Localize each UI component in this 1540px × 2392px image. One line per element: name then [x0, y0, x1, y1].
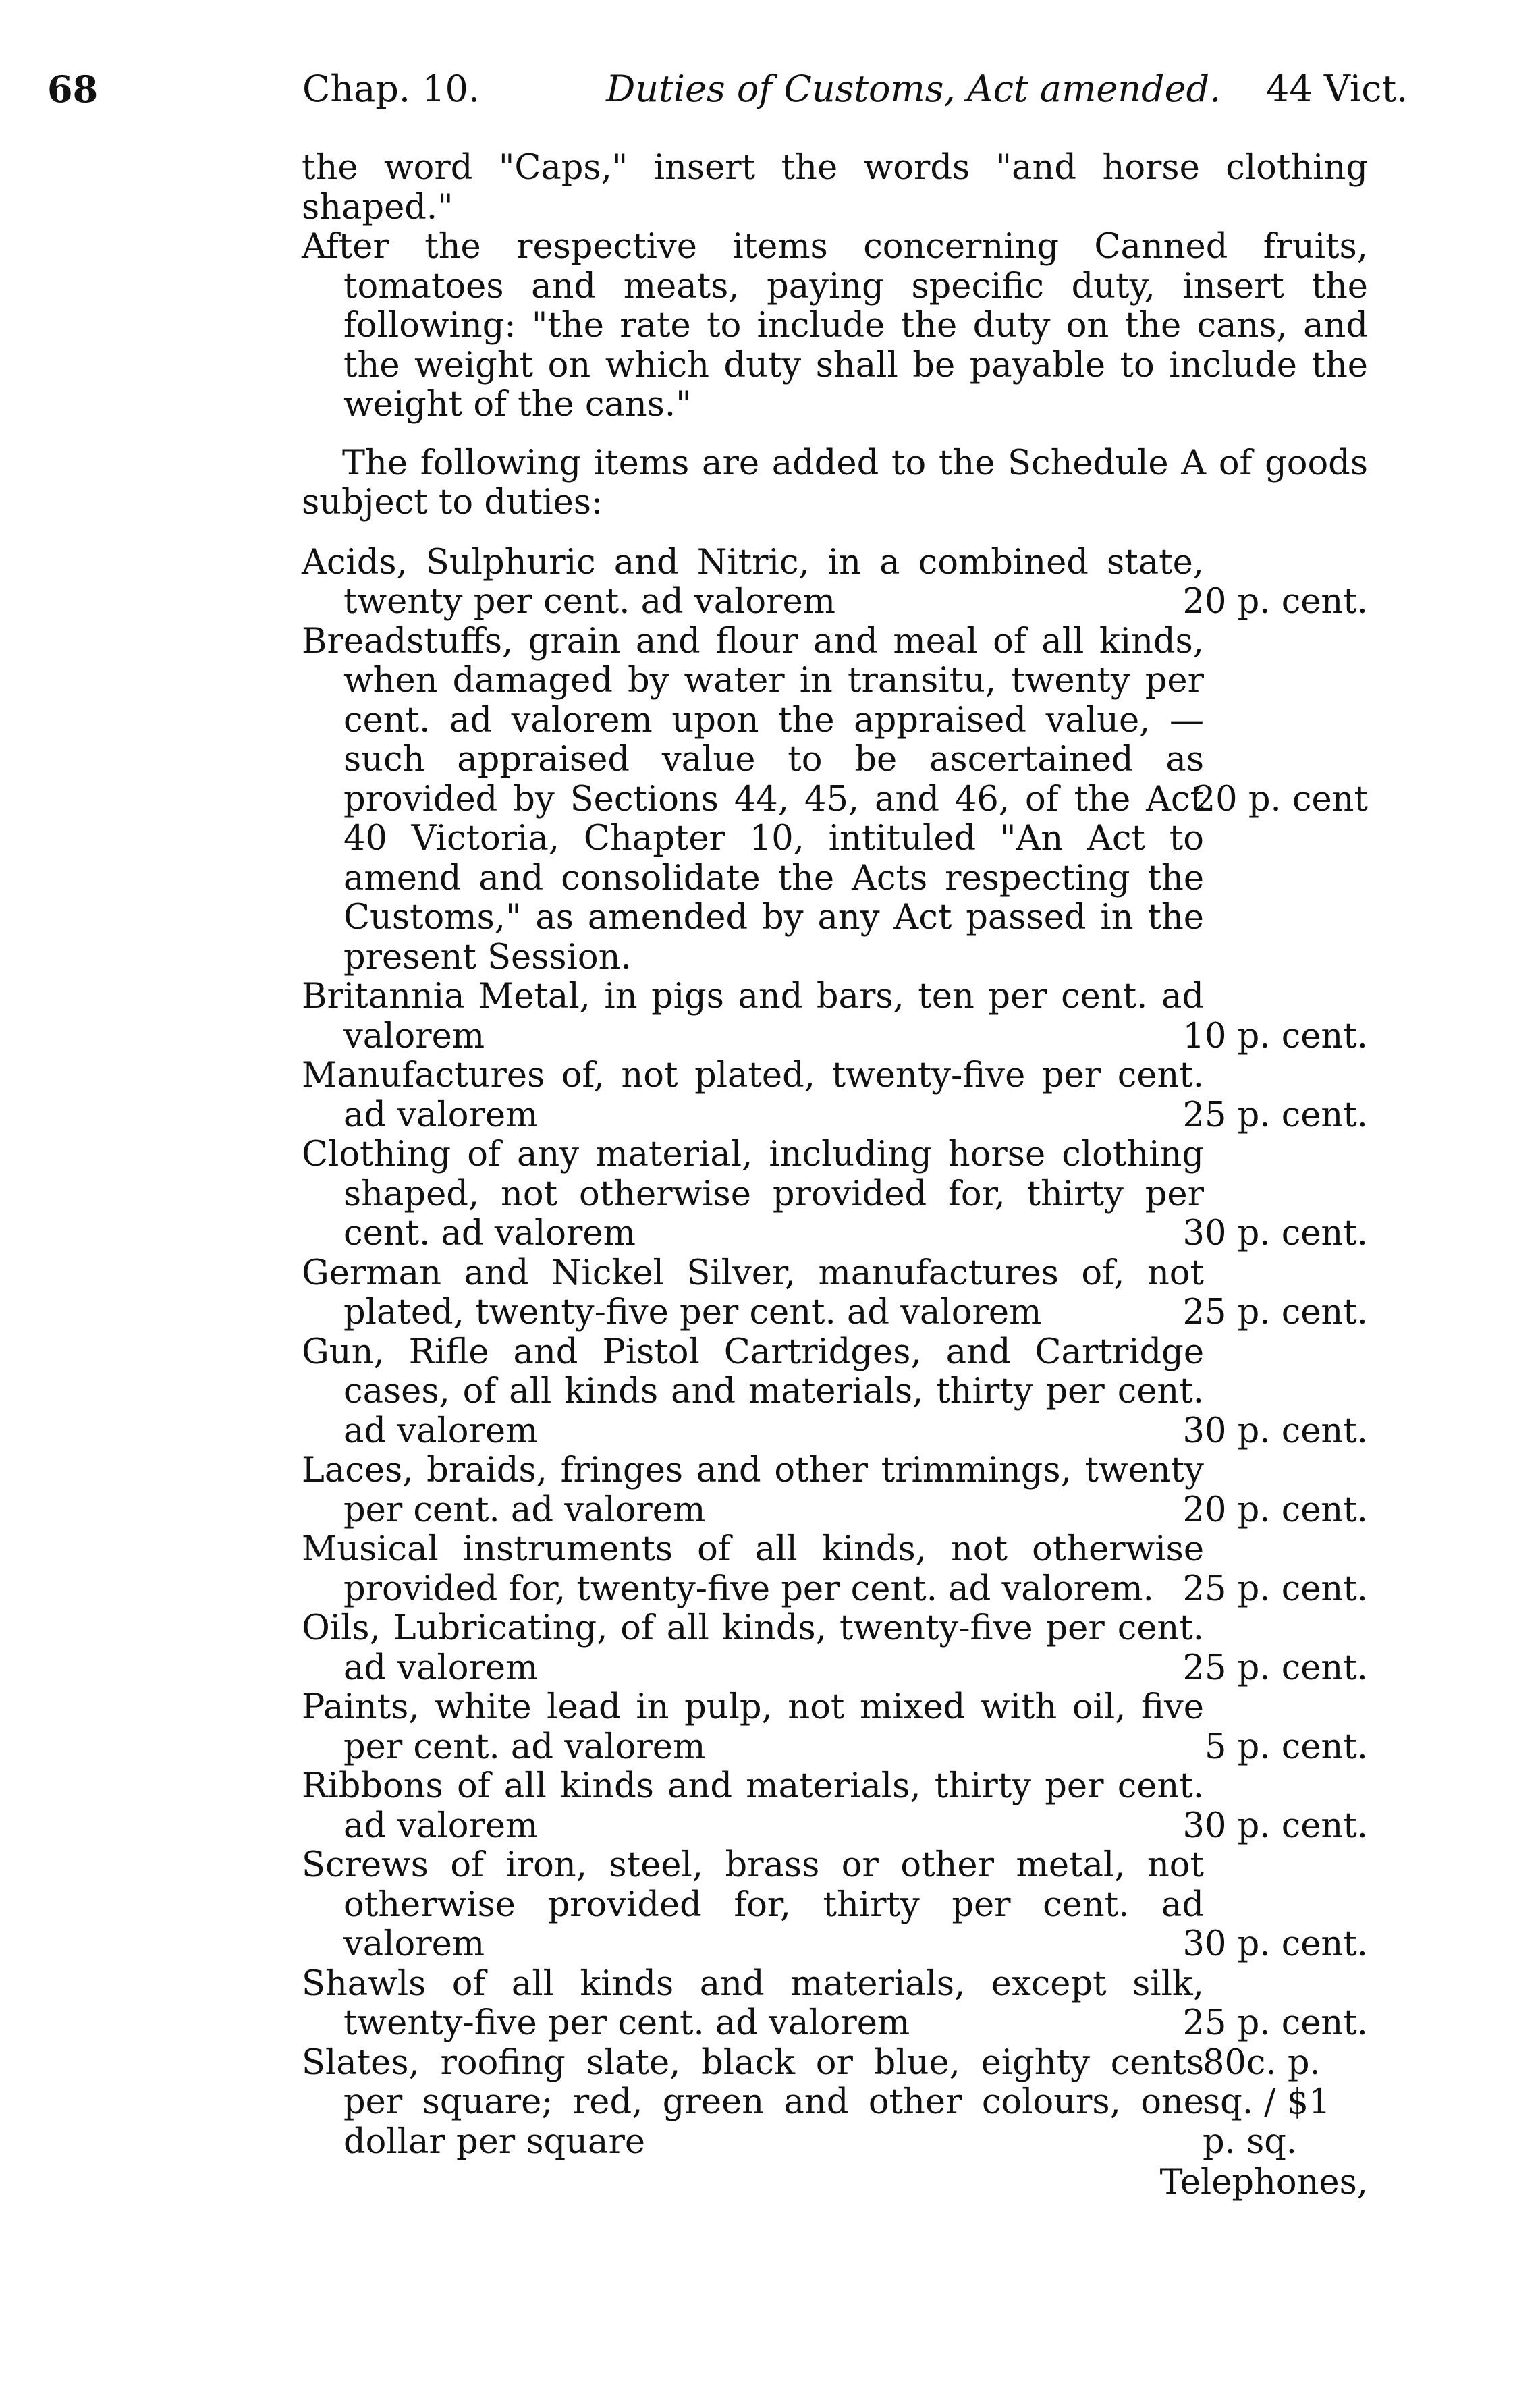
regnal-year: 44 Vict. — [1266, 67, 1408, 110]
schedule-item — [302, 1688, 1368, 1767]
schedule-item — [302, 543, 1368, 622]
item-description: Oils, Lubricating, of all kinds, twenty-five per cent. ad valorem — [302, 1608, 1204, 1688]
item-description: Manufactures of, not plated, twenty-five per cent. ad valorem — [302, 1056, 1204, 1135]
item-rate: 30 p. cent. — [1182, 1411, 1368, 1451]
item-rate: 20 p. cent — [1193, 779, 1368, 819]
schedule-intro-text: The following items are added to the Schedule A of goods subject to duties: — [302, 443, 1368, 522]
schedule-item — [302, 1965, 1368, 2044]
page-body — [302, 148, 1368, 2203]
item-rate: 30 p. cent. — [1182, 1214, 1368, 1253]
item-description: Shawls of all kinds and materials, except silk, twenty-five per cent. ad valorem — [302, 1963, 1204, 2043]
item-description: Musical instruments of all kinds, not otherwise provided for, twenty-five per cent. ad valorem. — [302, 1529, 1204, 1609]
page-number: 68 — [47, 67, 99, 111]
item-rate: 30 p. cent. — [1182, 1924, 1368, 1964]
item-rate: 25 p. cent. — [1182, 1293, 1368, 1332]
schedule-intro — [302, 444, 1368, 523]
item-description: Laces, braids, fringes and other trimmings, twenty per cent. ad valorem — [302, 1450, 1204, 1530]
item-description: Gun, Rifle and Pistol Cartridges, and Cartridge cases, of all kinds and materials, thirty per cent. ad valorem — [302, 1332, 1204, 1451]
schedule-item — [302, 1767, 1368, 1846]
schedule-item — [302, 622, 1368, 978]
item-rate: 30 p. cent. — [1182, 1805, 1368, 1846]
schedule-item — [302, 1056, 1368, 1135]
schedule-item — [302, 1254, 1368, 1333]
schedule-item — [302, 1530, 1368, 1609]
item-rate: 5 p. cent. — [1204, 1727, 1368, 1767]
item-rate: 25 p. cent. — [1182, 1095, 1368, 1135]
running-title: Duties of Customs, Act amended. — [606, 67, 1221, 110]
schedule-item — [302, 1135, 1368, 1254]
schedule-item — [302, 1333, 1368, 1452]
item-description: Slates, roofing slate, black or blue, eighty cents per square; red, green and other colours, one dollar per square — [302, 2042, 1204, 2162]
item-rate: 25 p. cent. — [1182, 1569, 1368, 1609]
item-description: Acids, Sulphuric and Nitric, in a combined state, twenty per cent. ad valorem — [302, 542, 1204, 622]
item-description: Screws of iron, steel, brass or other metal, not otherwise provided for, thirty per cent. ad valorem — [302, 1845, 1204, 1964]
item-rate: 25 p. cent. — [1182, 1648, 1368, 1688]
item-description: Britannia Metal, in pigs and bars, ten per cent. ad valorem — [302, 977, 1204, 1056]
item-description: German and Nickel Silver, manufactures of, not plated, twenty-five per cent. ad valorem — [302, 1253, 1204, 1332]
schedule-item — [302, 1451, 1368, 1530]
item-rate: 20 p. cent. — [1182, 582, 1368, 622]
item-description: Paints, white lead in pulp, not mixed with oil, five per cent. ad valorem — [302, 1687, 1204, 1767]
paragraph — [302, 148, 1368, 227]
item-description: Clothing of any material, including horse clothing shaped, not otherwise provided for, thirty per cent. ad valorem — [302, 1135, 1204, 1253]
catchword: Telephones, — [1159, 2163, 1368, 2202]
schedule-item — [302, 1609, 1368, 1688]
item-rate: 25 p. cent. — [1182, 2003, 1368, 2043]
item-description: Ribbons of all kinds and materials, thirty per cent. ad valorem — [302, 1766, 1204, 1846]
chapter-label: Chap. 10. — [302, 67, 480, 110]
running-header — [47, 67, 1408, 121]
paragraph — [302, 227, 1368, 425]
item-rate: 10 p. cent. — [1182, 1016, 1368, 1056]
schedule-items — [302, 543, 1368, 2163]
schedule-item — [302, 977, 1368, 1056]
item-rate: 80c. p. sq. / $1 p. sq. — [1203, 2042, 1331, 2162]
item-description: Breadstuffs, grain and flour and meal of all kinds, when damaged by water in transitu, twenty per cent. ad valorem upon the appraised value, —such appraised value to be ascertained as provided by Sections 44, 45, and 46, of the Act 40 Victoria, Chapter 10, intituled "An Act to amend and consolidate the Acts respecting the Customs," as amended by any Act passed in the present Session. — [302, 621, 1204, 977]
schedule-item — [302, 2044, 1368, 2163]
schedule-item — [302, 1846, 1368, 1965]
paragraph-text: After the respective items concerning Canned fruits, tomatoes and meats, paying specific duty, insert the following: "the rate to include the duty on the cans, and the weight on which duty shall be payable to include the weight of the cans." — [302, 227, 1368, 425]
item-rate: 20 p. cent. — [1182, 1490, 1368, 1530]
paragraph-text: the word "Caps," insert the words "and horse clothing shaped." — [302, 148, 1368, 227]
